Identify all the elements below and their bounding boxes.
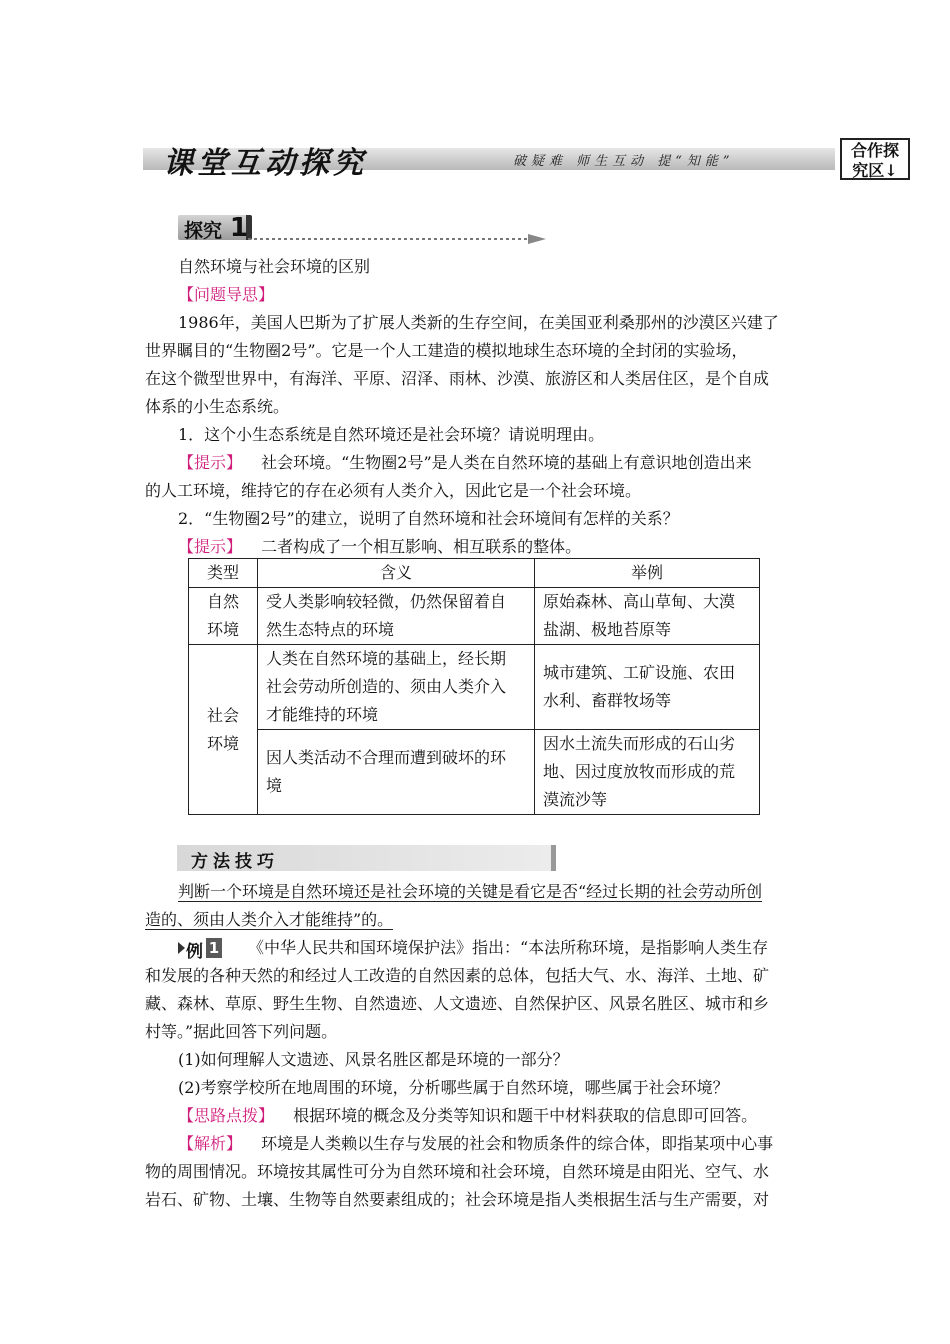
cell-social-example-2 — [535, 730, 760, 815]
cell-line: 然生态特点的环境 — [266, 620, 395, 639]
example-label: 例 — [186, 942, 203, 962]
silu-line — [178, 1102, 757, 1130]
cell-social-meaning-2 — [258, 730, 535, 815]
jiexi-line-2: 物的周围情况。环境按其属性可分为自然环境和社会环境，自然环境是由阳光、空气、水 — [145, 1162, 770, 1181]
example-line-1: 《中华人民共和国环境保护法》指出：“本法所称环境，是指影响人类生存 — [248, 938, 769, 957]
hint-label: 【提示】 — [178, 537, 243, 556]
example-line-3: 藏、森林、草原、野生生物、自然遗迹、人文遗迹、自然保护区、风景名胜区、城市和乡 — [145, 994, 770, 1013]
cell-line: 社会 — [206, 705, 239, 725]
tanjiu-tag — [178, 213, 252, 243]
cell-line: 受人类影响较轻微，仍然保留着自 — [266, 592, 507, 611]
answer-2-text: 二者构成了一个相互影响、相互联系的整体。 — [261, 537, 582, 556]
triangle-icon — [178, 942, 185, 954]
cell-line: 原始森林、高山草甸、大漠 — [543, 592, 736, 611]
comparison-table — [188, 558, 760, 815]
cell-line: 才能维持的环境 — [266, 705, 379, 724]
table-row — [189, 588, 760, 645]
wenti-label: 【问题导思】 — [178, 285, 275, 304]
jiexi-line-3: 岩石、矿物、土壤、生物等自然要素组成的；社会环境是指人类根据生活与生产需要，对 — [145, 1190, 770, 1209]
tanjiu-label: 探究 — [184, 220, 223, 242]
sub-question-2: (2)考察学校所在地周围的环境，分析哪些属于自然环境，哪些属于社会环境？ — [178, 1078, 729, 1097]
coop-line2: 究区↓ — [852, 161, 898, 180]
cell-social-meaning-1 — [258, 645, 535, 730]
example-tag — [178, 937, 226, 962]
cell-line: 环境 — [206, 620, 239, 639]
method-text-line-1 — [178, 878, 762, 906]
intro-line-2: 世界瞩目的“生物圈2号”。它是一个人工建造的模拟地球生态环境的全封闭的实验场， — [145, 341, 748, 360]
sub-question-1: (1)如何理解人文遗迹、风景名胜区都是环境的一部分？ — [178, 1050, 569, 1069]
silu-label: 【思路点拨】 — [178, 1106, 275, 1125]
table-row — [189, 645, 760, 730]
cell-line: 因人类活动不合理而遭到破坏的环 — [266, 748, 507, 767]
example-number: 1 — [206, 938, 222, 958]
cell-natural-type — [189, 588, 258, 645]
coop-line1: 合作探 — [850, 141, 899, 160]
cell-line: 盐湖、极地苔原等 — [543, 620, 672, 639]
method-text-1: 判断一个环境是自然环境还是社会环境的关键是看它是否“经过长期的社会劳动所创 — [178, 882, 763, 901]
answer-1-line-2: 的人工环境，维持它的存在必须有人类介入，因此它是一个社会环境。 — [145, 481, 642, 500]
intro-line-4: 体系的小生态系统。 — [145, 397, 290, 416]
question-2: 2．“生物圈2号”的建立，说明了自然环境和社会环境间有怎样的关系？ — [178, 509, 679, 528]
silu-text: 根据环境的概念及分类等知识和题干中材料获取的信息即可回答。 — [293, 1106, 758, 1125]
header-example: 举例 — [535, 559, 760, 588]
cell-line: 社会劳动所创造的、须由人类介入 — [266, 677, 507, 696]
dotted-arrow-icon — [248, 233, 548, 245]
example-line-4: 村等。”据此回答下列问题。 — [145, 1022, 338, 1041]
method-text-line-2 — [145, 906, 393, 934]
banner-title: 课堂互动探究 — [163, 146, 367, 181]
cell-line: 因水土流失而形成的石山劣 — [543, 734, 736, 753]
cell-line: 环境 — [206, 733, 239, 753]
cell-line: 地、因过度放牧而形成的荒 — [543, 762, 736, 781]
cell-natural-meaning — [258, 588, 535, 645]
answer-2 — [178, 533, 581, 561]
cell-social-example-1 — [535, 645, 760, 730]
table-row — [189, 730, 760, 815]
cell-natural-example — [535, 588, 760, 645]
tanjiu-number: 1 — [229, 213, 248, 243]
method-bar — [177, 845, 556, 871]
answer-1-text: 社会环境。“生物圈2号”是人类在自然环境的基础上有意识地创造出来 — [261, 453, 752, 472]
intro-line-1: 1986年，美国人巴斯为了扩展人类新的生存空间，在美国亚利桑那州的沙漠区兴建了 — [178, 313, 779, 332]
header-meaning: 含义 — [258, 559, 535, 588]
hint-label: 【提示】 — [178, 453, 243, 472]
jiexi-label: 【解析】 — [178, 1134, 243, 1153]
cell-line: 人类在自然环境的基础上，经长期 — [266, 649, 507, 668]
method-text-2: 造的、须由人类介入才能维持”的。 — [145, 910, 394, 929]
cell-line: 水利、畜群牧场等 — [543, 691, 672, 710]
table-header-row — [189, 559, 760, 588]
cell-line: 境 — [266, 776, 283, 795]
intro-line-3: 在这个微型世界中，有海洋、平原、沼泽、雨林、沙漠、旅游区和人类居住区，是个自成 — [145, 369, 770, 388]
jiexi-text-1: 环境是人类赖以生存与发展的社会和物质条件的综合体，即指某项中心事 — [261, 1134, 774, 1153]
coop-area-box — [840, 138, 910, 180]
section-title: 自然环境与社会环境的区别 — [178, 257, 371, 276]
method-label: 方法技巧 — [191, 852, 279, 872]
cell-line: 城市建筑、工矿设施、农田 — [543, 663, 736, 682]
cell-line: 自然 — [206, 592, 239, 611]
banner-subtitle: 破疑难 师生互动 提“知能” — [513, 154, 735, 169]
example-line-2: 和发展的各种天然的和经过人工改造的自然因素的总体，包括大气、水、海洋、土地、矿 — [145, 966, 770, 985]
section-banner — [143, 138, 835, 181]
answer-1-line-1 — [178, 449, 752, 477]
cell-social-type — [189, 645, 258, 815]
cell-line: 漠流沙等 — [543, 790, 608, 809]
question-1: 1．这个小生态系统是自然环境还是社会环境？请说明理由。 — [178, 425, 605, 444]
header-type: 类型 — [189, 559, 258, 588]
jiexi-line-1 — [178, 1130, 773, 1158]
